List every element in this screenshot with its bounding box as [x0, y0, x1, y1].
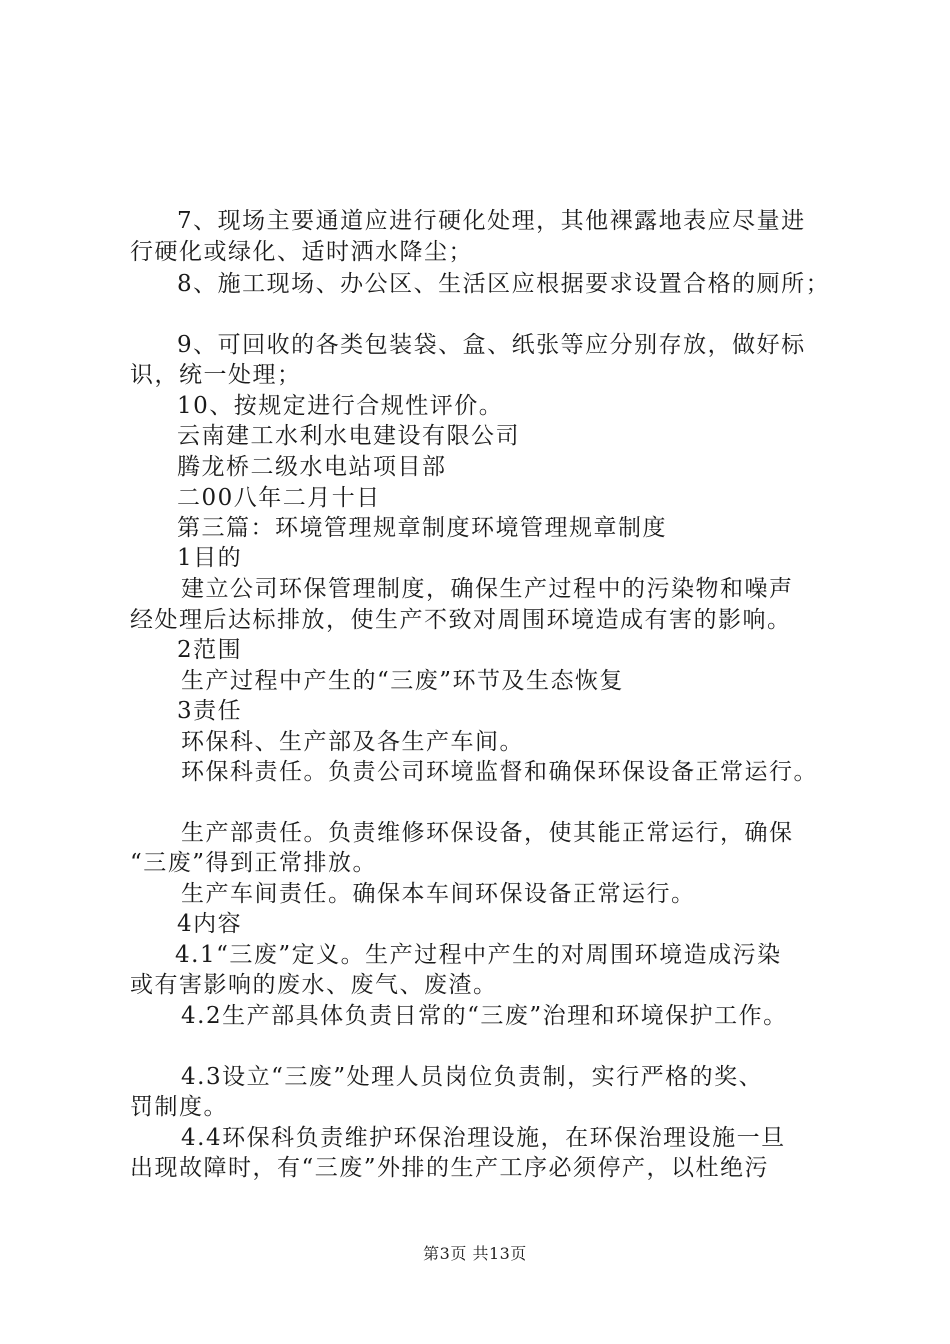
text-line: 4.1“三废”定义。生产过程中产生的对周围环境造成污染: [175, 942, 782, 968]
text-line: 建立公司环保管理制度，确保生产过程中的污染物和噪声: [181, 576, 794, 602]
page-footer: 第3页 共13页: [423, 1244, 527, 1263]
text-line: 1目的: [177, 545, 243, 571]
text-line: 9、可回收的各类包装袋、盒、纸张等应分别存放，做好标: [177, 332, 806, 358]
text-line: 或有害影响的废水、废气、废渣。: [130, 972, 498, 998]
text-line: 经处理后达标排放，使生产不致对周围环境造成有害的影响。: [130, 607, 792, 633]
text-line: 生产车间责任。确保本车间环保设备正常运行。: [181, 881, 696, 907]
text-line: 4.4环保科负责维护环保治理设施，在环保治理设施一旦: [181, 1125, 786, 1151]
text-line: 行硬化或绿化、适时洒水降尘；: [130, 239, 473, 265]
text-line: 识，统一处理；: [130, 362, 302, 388]
text-line: 3责任: [177, 698, 243, 724]
text-line: 4.2生产部具体负责日常的“三废”治理和环境保护工作。: [181, 1003, 788, 1029]
text-line: 4内容: [177, 911, 243, 937]
text-line: 生产过程中产生的“三废”环节及生态恢复: [181, 668, 625, 694]
text-line: “三废”得到正常排放。: [130, 850, 378, 876]
text-line: 云南建工水利水电建设有限公司: [177, 423, 520, 449]
text-line: 2范围: [177, 637, 243, 663]
text-line: 罚制度。: [130, 1094, 228, 1120]
text-line: 环保科、生产部及各生产车间。: [181, 729, 524, 755]
text-line: 8、施工现场、办公区、生活区应根据要求设置合格的厕所；: [177, 271, 831, 297]
text-line: 环保科责任。负责公司环境监督和确保环保设备正常运行。: [181, 759, 818, 785]
text-line: 出现故障时，有“三废”外排的生产工序必须停产，以杜绝污: [130, 1155, 770, 1181]
text-line: 7、现场主要通道应进行硬化处理，其他裸露地表应尽量进: [177, 208, 806, 234]
text-line: 生产部责任。负责维修环保设备，使其能正常运行，确保: [181, 820, 794, 846]
text-line: 腾龙桥二级水电站项目部: [177, 454, 447, 480]
text-line: 4.3设立“三废”处理人员岗位负责制，实行严格的奖、: [181, 1064, 764, 1090]
text-line: 10、按规定进行合规性评价。: [177, 393, 504, 419]
text-line: 二00八年二月十日: [177, 485, 381, 511]
section-heading: 第三篇：环境管理规章制度环境管理规章制度: [177, 515, 667, 541]
